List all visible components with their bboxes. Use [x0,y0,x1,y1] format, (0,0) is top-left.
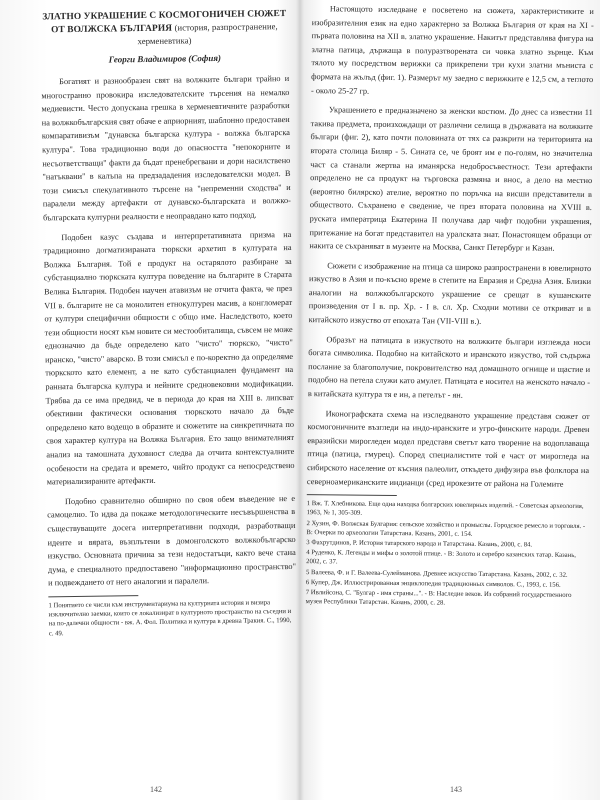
paragraph: Сюжети с изображение на птица са широко разпространени в ювелирното изкуство в Азия и по-късно време в степите на Евразия и Средна Азия. Близки аналогии на волжкобългарското украшение се срещат в кушанските произведения от I в. пр. Хр. - I в. сл. Хр. Сходни мотиви се откриват и в китайското изкуство от епохата Тан (VII-VIII в.). [308,260,592,326]
article-title [40,8,289,49]
footnote: 4 Руденко, К. Легенды и мифы о золотой птице. - В: Золото и серебро казанских татар. Казань, 2002, с. 37. [306,549,577,566]
footnote: 7 Ивлийсона, С. "Булгар - имя страны...". - В: Наследие веков. Из собраний государственного музея Республики Татарстан. Казань, 2000, с. 28. [305,589,572,607]
title-main: ЗЛАТНО УКРАШЕНИЕ С КОСМОГОНИЧЕН СЮЖЕТ ОТ ВОЛЖСКА БЪЛГАРИЯ [42,9,287,36]
author-line: Георги Владимиров (София) [108,52,222,65]
page-number-right: 143 [450,785,462,794]
paragraph: Подобен казус създава и интерпретативната призма на традиционно догматизираната тюркски архетип в културата на Волжка България. Той е продукт на остарялото разбиране за субстанциално тюркската култура поведение на българите в Старата Велика България. Подобен научен атавизъм не отчита факта, че през VII в. българите не са монолитен етнокултурен масив, а конгломерат от култури специфични общности с общо име. Наследството, което тези общности носят към новите си местообиталища, съвсем не може еднозначно да бъде определено като "чисто" тюркско, "чисто" иранско, "чисто" аварско. В този смисъл е по-коректно да определяме тюркското като елемент, а не като субстанциален фундамент на ранната българска култура и нейните средновековни модификации. Трябва да се има предвид, че в периода до края на XIII в. липсват обективни фактически основания тюркското начало да бъде определено като водещо в образите и сюжетите на синкретичната по своя характер култура на Волжка България. Ето защо внимателният анализ на тамошната духовност следва да отчита контекстуалните особености на средата и времето, чийто продукт са непосредствено материализираните артефакти. [43,229,295,487]
paragraph: Иконографската схема на изследваното украшение представя сюжет от космогоничните възгледи на индо-иранските и угро-финските народи. Древен евразийски мирогледен модел представя светът като творение на водоплаваща птица (патица, гмурец). Според специалистите той е част от мирогледа на сибирското население от късния палеолит, откъдето дифузира във фолклора на северноамериканските индианци (сред ирокезите от района на Големите [306,408,590,489]
footnote: 6 Купер, Дж. Иллюстрированная энциклопедия традиционных символов. С., 1993, с. 156. [305,578,561,589]
paragraph: Украшението е предназначено за женски костюм. До днес са известни 11 такива предмета, произхождащи от различни селища в държавата на волжките българи (фиг. 2), като почти половината от тях са разкрити на територията на втората столица Биляр - 5. Сината се, че броят им е по-голям, но значителна част са станали жертва на иманярска недобросъвестност. Тези артефакти определено не са продукт на търговска размяна и внос, а дело на местно (вероятно билярско) ателие, вероятно по поръчка на висши представители в обществото. Съхранено е сведение, че през втората половина на XVIII в. руската императрица Екатерина II получава дар чифт подобни украшения, притежание на богат представител на уралската знат. Понастоящем образци от накита се съхраняват в музеите на Москва, Санкт Петербург и Казан. [309,105,593,253]
title-subtitle: (история, разпространение, херменевтика) [137,21,278,47]
paragraph: Образът на патицата в изкуството на волжките българи изглежда носи богата символика. Подобно на китайското и иранското изкуство, той съдържа послание за благополучие, покровителство над домашното огнище и щастие и подобно на петела служи като амулет. Патицата е носител на женското начало - в китайската култура тя е ин, а петелът - ян. [307,334,591,400]
footnote-divider [307,494,397,496]
footnote: 3 Фахрутдинов, Р. История татарского народа и Татарстана. Казань, 2000, с. 84. [306,539,533,549]
footnote: 2 Хузин, Ф. Волжская Булгария: сельское хозяйство и промыслы. Городское ремесло и торговля. - В: Очерки по археологии Татарстана. Казань, 2001, с. 154. [306,519,586,538]
footnote-divider [48,595,138,597]
book-gutter [296,0,304,800]
page-number-left: 142 [150,785,162,794]
right-page [292,0,600,803]
footnote: 1 Вж. Т. Хлебникова. Еще одна находка болгарских ювелирных изделий. - Советская археология, 1963, № 1, 305-309. [306,500,584,518]
footnote: 5 Валеева, Ф. и Г. Валеева-Сулейманова. Древнее искусство Татарстана. Казань, 2002, с. 32. [305,568,568,579]
paragraph: Подобно сравнително обширно по своя обем въведение не е самоцелно. То идва да покаже методологическите несъвършенства в съществуващите досега интерпретативни подходи, разработващи идеите и вярата, възплътени в домонголското волжкобългарско изкуство. Основната причина за тези недостатъци, както вече стана дума, е специалното предпоставено "информационно пространство" и подвеждането от него аналогии и паралели. [47,493,296,588]
footnote: 1 Понятието се числи към инструментариума на културната история и визира изключително заемки, които се локализират в културното пространство на съседни и на по-далечни общности - вж. А. Фол. Политика и култура в древна Тракия. С., 1990, с. 49. [48,599,292,637]
paragraph: Богатият и разнообразен свят на волжките българи трайно и многостранно провокира изследователските търсения на немалко медиевисти. Често допускана грешка в херменевтичните разработки на волжкобългарския свят обаче е априорният, шаблонно предоставен компаративизъм "дунавска българска култура - волжка българска култура". Това традиционно води до опасността "непокорните и несъответстващи" факти да бъдат пренебрегвани и дори насилствено "натъквани" в калъпа на предзададения изследователски модел. В този смисъл спекулативното търсене на "непременни сходства" и паралели между артефакти от дунавско-българската и волжко-българската културни реалности е неоправдано като подход. [41,73,291,223]
paragraph: Настоящото изследване е посветено на сюжета, характеристиките и изобразителния език на едно характерно за Волжка България от края на XI - първата половина на XII в. златно украшение. Накитът представлява фигура на златна патица, държаща в полуразтворената си човка златно зърнце. Към тялото му посредством верижки са прикрепени три кухи златни мъниста с формата на жълъд (фиг. 1). Размерът му заедно с верижките е 12,5 см, а теглото - около 25-27 гр. [311,4,594,96]
